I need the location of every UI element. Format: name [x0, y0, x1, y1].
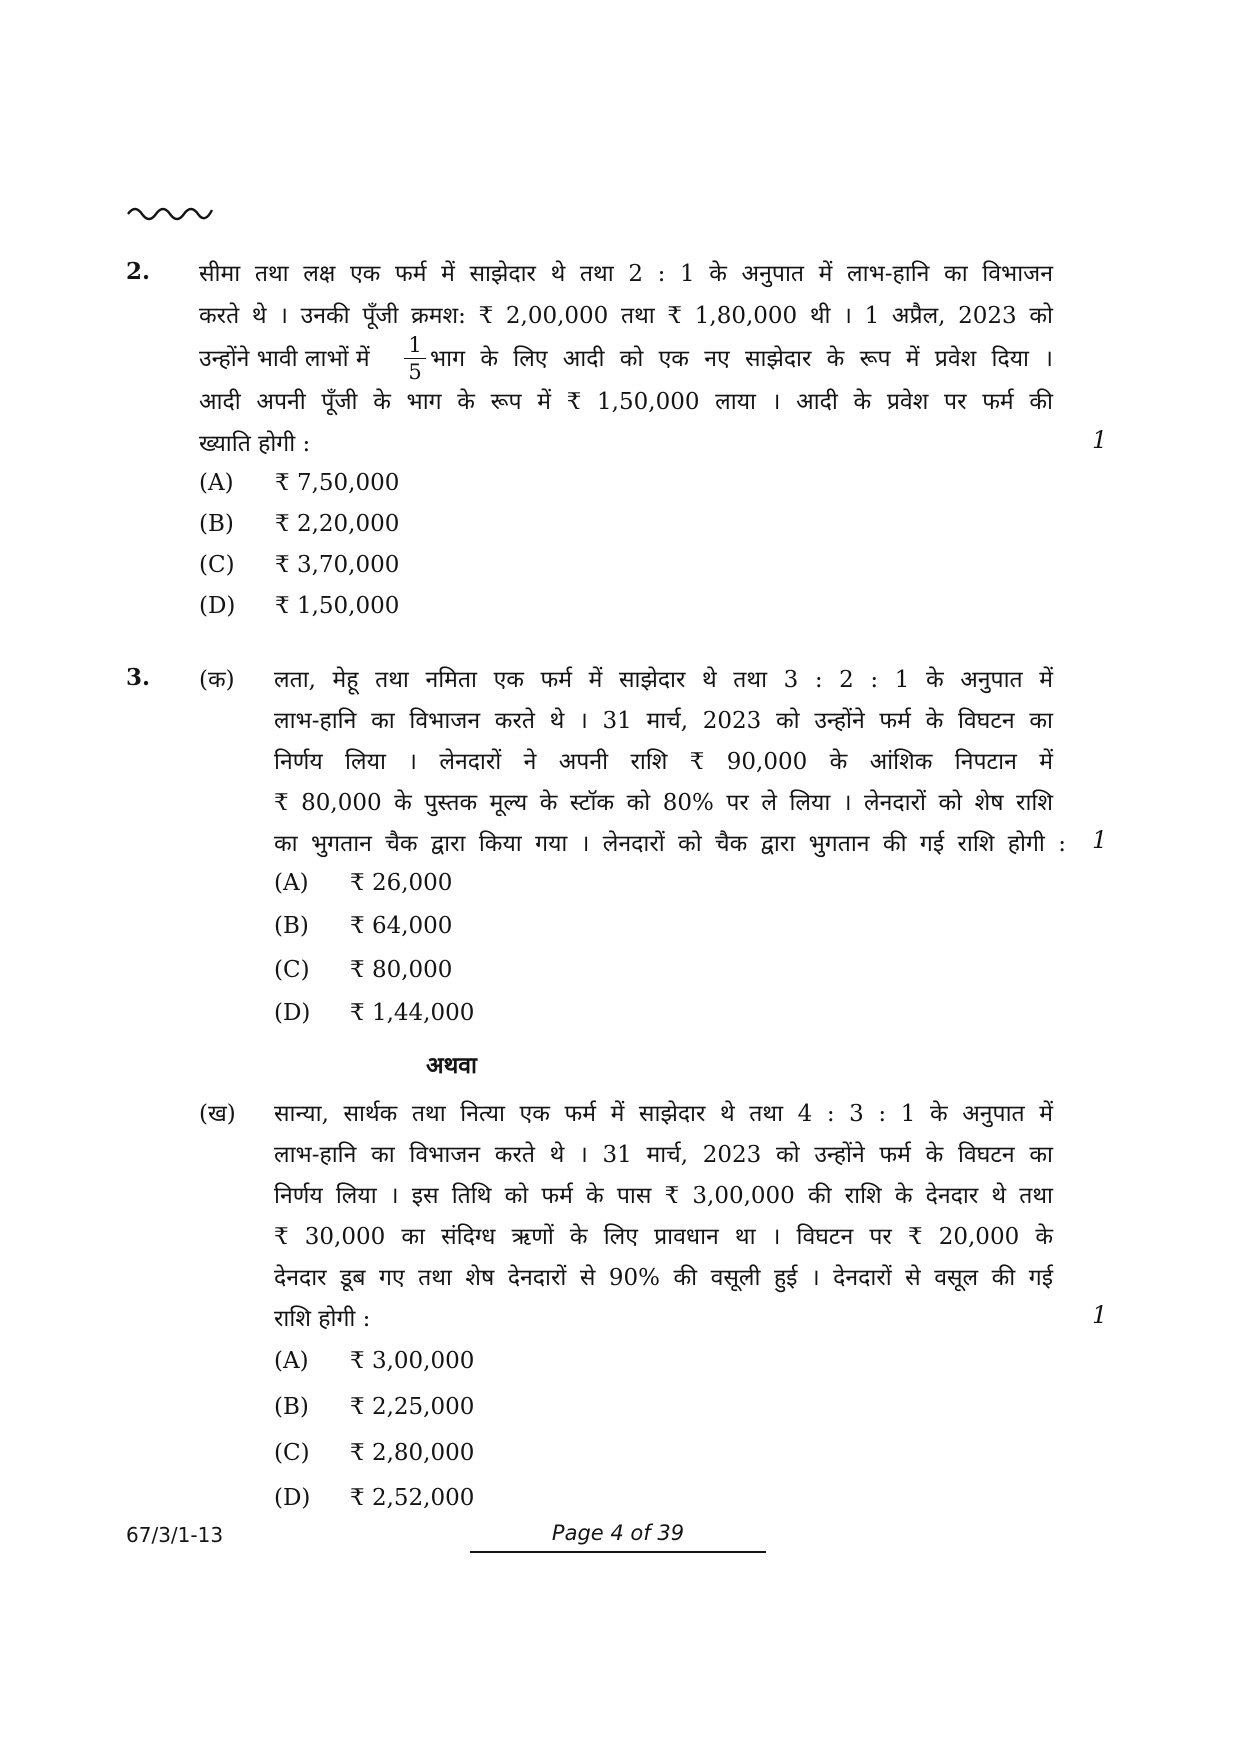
marks: 1 [1092, 1301, 1108, 1329]
question-line: का भुगतान चैक द्वारा किया गया । लेनदारों को चैक द्वारा भुगतान की गई राशि होगी : [274, 831, 1066, 857]
option-a: (A) ₹ 7,50,000 [199, 470, 400, 496]
question-line: लता, मेहू तथा नमिता एक फर्म में साझेदार थे तथा 3 : 2 : 1 के अनुपात में [274, 667, 1053, 693]
question-line: करते थे । उनकी पूँजी क्रमश: ₹ 2,00,000 तथा ₹ 1,80,000 थी । 1 अप्रैल, 2023 को [199, 303, 1053, 329]
question-number: 3. [126, 664, 151, 691]
option-c: (C) ₹ 2,80,000 [274, 1440, 475, 1466]
option-a: (A) ₹ 26,000 [274, 870, 453, 896]
question-line: लाभ-हानि का विभाजन करते थे । 31 मार्च, 2023 को उन्होंने फर्म के विघटन का [274, 708, 1053, 734]
option-b: (B) ₹ 2,25,000 [274, 1394, 475, 1420]
option-b: (B) ₹ 64,000 [274, 913, 453, 939]
option-d: (D) ₹ 1,50,000 [199, 593, 400, 619]
question-line: देनदार डूब गए तथा शेष देनदारों से 90% की वसूली हुई । देनदारों से वसूल की गई [274, 1265, 1053, 1291]
option-a: (A) ₹ 3,00,000 [274, 1348, 475, 1374]
question-line: सीमा तथा लक्ष एक फर्म में साझेदार थे तथा 2 : 1 के अनुपात में लाभ-हानि का विभाजन [199, 261, 1054, 287]
page-number: Page 4 of 39 [470, 1521, 766, 1553]
question-line: राशि होगी : [274, 1306, 371, 1332]
question-line: निर्णय लिया । लेनदारों ने अपनी राशि ₹ 90,000 के आंशिक निपटान में [274, 749, 1053, 775]
question-line: आदी अपनी पूँजी के भाग के रूप में ₹ 1,50,000 लाया । आदी के प्रवेश पर फर्म की [199, 389, 1053, 415]
part-label: (क) [199, 667, 235, 693]
question-line: भाग के लिए आदी को एक नए साझेदार के रूप में प्रवेश दिया । [430, 346, 1053, 372]
wave-mark-icon [126, 200, 216, 224]
fraction-bar [404, 358, 426, 359]
fraction-denominator: 5 [408, 360, 422, 384]
question-number: 2. [126, 258, 151, 285]
fraction-numerator: 1 [408, 333, 422, 357]
part-label: (ख) [199, 1101, 236, 1127]
question-line: ख्याति होगी : [199, 431, 311, 457]
option-c: (C) ₹ 80,000 [274, 957, 453, 983]
question-line: सान्या, सार्थक तथा नित्या एक फर्म में साझेदार थे तथा 4 : 3 : 1 के अनुपात में [274, 1101, 1053, 1127]
question-line: ₹ 30,000 का संदिग्ध ऋणों के लिए प्रावधान था । विघटन पर ₹ 20,000 के [274, 1224, 1053, 1250]
option-b: (B) ₹ 2,20,000 [199, 511, 400, 537]
marks: 1 [1092, 826, 1108, 854]
question-line: निर्णय लिया । इस तिथि को फर्म के पास ₹ 3,00,000 की राशि के देनदार थे तथा [274, 1183, 1053, 1209]
question-line: उन्होंने भावी लाभों में [199, 346, 370, 372]
question-line: ₹ 80,000 के पुस्तक मूल्य के स्टॉक को 80% पर ले लिया । लेनदारों को शेष राशि [274, 790, 1053, 816]
or-separator: अथवा [426, 1052, 478, 1079]
paper-code: 67/3/1-13 [126, 1523, 224, 1547]
option-c: (C) ₹ 3,70,000 [199, 552, 400, 578]
option-d: (D) ₹ 1,44,000 [274, 1000, 475, 1026]
fraction-one-fifth [404, 333, 426, 384]
question-line: लाभ-हानि का विभाजन करते थे । 31 मार्च, 2023 को उन्होंने फर्म के विघटन का [274, 1142, 1053, 1168]
option-d: (D) ₹ 2,52,000 [274, 1485, 475, 1511]
marks: 1 [1092, 426, 1108, 454]
